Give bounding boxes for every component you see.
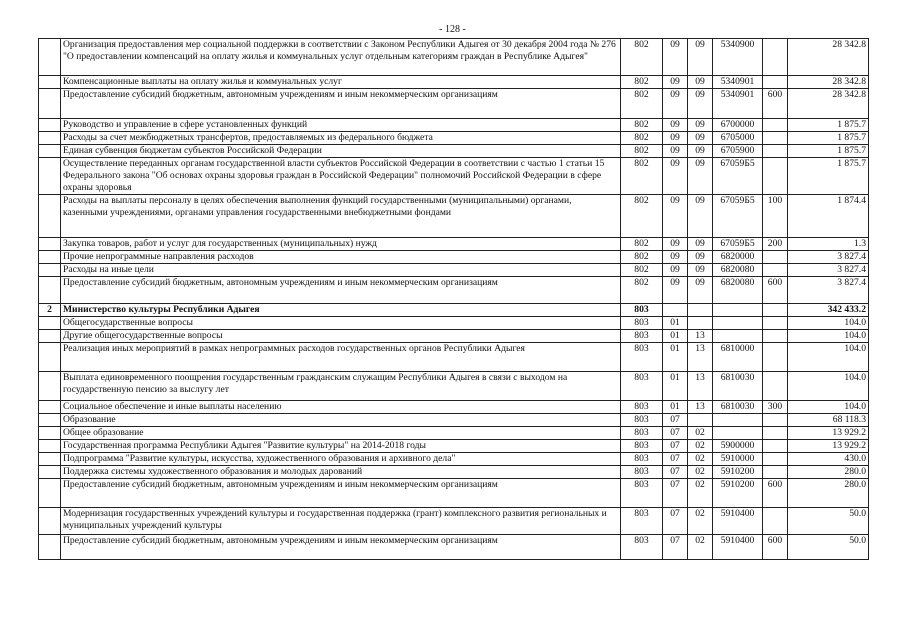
table-row xyxy=(39,414,869,427)
amount-cell: 1 875.7 xyxy=(788,158,869,195)
amount-cell: 280.0 xyxy=(788,479,869,508)
expense-name-cell: Выплата единовременного поощрения государственным гражданским служащим Республики Адыгея в связи с выходом на государственную пенсию за выслугу лет xyxy=(61,372,621,401)
amount-cell: 13 929.2 xyxy=(788,427,869,440)
amount-cell: 3 827.4 xyxy=(788,251,869,264)
department-code-cell: 802 xyxy=(621,39,663,76)
amount-cell: 28 342.8 xyxy=(788,39,869,76)
expense-type-code-cell xyxy=(763,317,788,330)
amount-cell: 3 827.4 xyxy=(788,264,869,277)
subsection-code-cell: 09 xyxy=(688,158,713,195)
subsection-code-cell: 09 xyxy=(688,145,713,158)
section-code-cell: 01 xyxy=(663,372,688,401)
row-number-cell xyxy=(39,119,61,132)
expense-type-code-cell xyxy=(763,251,788,264)
target-article-code-cell: 6705000 xyxy=(713,132,763,145)
expense-type-code-cell: 600 xyxy=(763,89,788,119)
section-code-cell: 09 xyxy=(663,132,688,145)
section-code-cell: 09 xyxy=(663,277,688,304)
row-number-cell xyxy=(39,401,61,414)
department-code-cell: 802 xyxy=(621,119,663,132)
expense-type-code-cell xyxy=(763,145,788,158)
target-article-code-cell: 5910400 xyxy=(713,535,763,560)
department-code-cell: 802 xyxy=(621,277,663,304)
table-row xyxy=(39,372,869,401)
subsection-code-cell: 02 xyxy=(688,535,713,560)
expense-name-cell: Осуществление переданных органам государственной власти субъектов Российской Федерации в соответствии с частью 1 статьи 15 Федерального закона "Об основах охраны здоровья граждан в Российской Федерации" полномочий Российской Федерации в сфере охраны здоровья xyxy=(61,158,621,195)
expense-type-code-cell xyxy=(763,508,788,535)
department-code-cell: 803 xyxy=(621,453,663,466)
amount-cell: 1 875.7 xyxy=(788,145,869,158)
table-row xyxy=(39,39,869,76)
department-code-cell: 803 xyxy=(621,401,663,414)
amount-cell: 50.0 xyxy=(788,508,869,535)
budget-table-body xyxy=(39,39,869,560)
budget-table xyxy=(38,38,869,560)
subsection-code-cell: 02 xyxy=(688,427,713,440)
row-number-cell: 2 xyxy=(39,304,61,317)
expense-type-code-cell xyxy=(763,119,788,132)
expense-type-code-cell xyxy=(763,132,788,145)
row-number-cell xyxy=(39,39,61,76)
table-row xyxy=(39,343,869,372)
amount-cell: 1 875.7 xyxy=(788,132,869,145)
table-row xyxy=(39,145,869,158)
target-article-code-cell: 5910200 xyxy=(713,479,763,508)
subsection-code-cell: 09 xyxy=(688,238,713,251)
amount-cell: 104.0 xyxy=(788,317,869,330)
table-row xyxy=(39,89,869,119)
expense-name-cell: Подпрограмма "Развитие культуры, искусства, художественного образования и архивного дела" xyxy=(61,453,621,466)
department-code-cell: 802 xyxy=(621,89,663,119)
subsection-code-cell: 09 xyxy=(688,195,713,238)
section-code-cell: 09 xyxy=(663,195,688,238)
row-number-cell xyxy=(39,145,61,158)
expense-name-cell: Другие общегосударственные вопросы xyxy=(61,330,621,343)
expense-type-code-cell: 200 xyxy=(763,238,788,251)
table-row xyxy=(39,195,869,238)
section-code-cell: 09 xyxy=(663,264,688,277)
section-code-cell: 07 xyxy=(663,414,688,427)
amount-cell: 28 342.8 xyxy=(788,89,869,119)
subsection-code-cell: 09 xyxy=(688,39,713,76)
expense-name-cell: Единая субвенция бюджетам субъектов Российской Федерации xyxy=(61,145,621,158)
target-article-code-cell xyxy=(713,330,763,343)
table-row xyxy=(39,508,869,535)
expense-name-cell: Расходы за счет межбюджетных трансфертов, предоставляемых из федерального бюджета xyxy=(61,132,621,145)
target-article-code-cell: 6810000 xyxy=(713,343,763,372)
table-row xyxy=(39,330,869,343)
amount-cell: 13 929.2 xyxy=(788,440,869,453)
expense-type-code-cell xyxy=(763,39,788,76)
amount-cell: 104.0 xyxy=(788,330,869,343)
target-article-code-cell: 5340901 xyxy=(713,76,763,89)
subsection-code-cell: 13 xyxy=(688,401,713,414)
expense-type-code-cell xyxy=(763,158,788,195)
department-code-cell: 803 xyxy=(621,317,663,330)
expense-name-cell: Министерство культуры Республики Адыгея xyxy=(61,304,621,317)
section-code-cell: 09 xyxy=(663,119,688,132)
expense-name-cell: Социальное обеспечение и иные выплаты населению xyxy=(61,401,621,414)
target-article-code-cell: 5910400 xyxy=(713,508,763,535)
row-number-cell xyxy=(39,251,61,264)
target-article-code-cell: 5340901 xyxy=(713,89,763,119)
expense-type-code-cell xyxy=(763,466,788,479)
expense-type-code-cell: 300 xyxy=(763,401,788,414)
expense-type-code-cell xyxy=(763,414,788,427)
row-number-cell xyxy=(39,238,61,251)
page-number: - 128 - xyxy=(439,24,466,35)
row-number-cell xyxy=(39,132,61,145)
section-code-cell: 01 xyxy=(663,330,688,343)
subsection-code-cell xyxy=(688,317,713,330)
expense-name-cell: Общегосударственные вопросы xyxy=(61,317,621,330)
row-number-cell xyxy=(39,277,61,304)
row-number-cell xyxy=(39,535,61,560)
expense-type-code-cell xyxy=(763,304,788,317)
target-article-code-cell xyxy=(713,304,763,317)
section-code-cell: 07 xyxy=(663,508,688,535)
table-row xyxy=(39,158,869,195)
row-number-cell xyxy=(39,440,61,453)
table-row xyxy=(39,479,869,508)
section-code-cell: 09 xyxy=(663,145,688,158)
expense-name-cell: Руководство и управление в сфере установленных функций xyxy=(61,119,621,132)
subsection-code-cell: 02 xyxy=(688,466,713,479)
expense-type-code-cell xyxy=(763,440,788,453)
subsection-code-cell xyxy=(688,414,713,427)
amount-cell: 280.0 xyxy=(788,466,869,479)
amount-cell: 3 827.4 xyxy=(788,277,869,304)
table-row xyxy=(39,440,869,453)
row-number-cell xyxy=(39,195,61,238)
row-number-cell xyxy=(39,372,61,401)
expense-name-cell: Расходы на иные цели xyxy=(61,264,621,277)
target-article-code-cell xyxy=(713,317,763,330)
department-code-cell: 803 xyxy=(621,372,663,401)
target-article-code-cell: 5910000 xyxy=(713,453,763,466)
expense-name-cell: Предоставление субсидий бюджетным, автономным учреждениям и иным некоммерческим организациям xyxy=(61,479,621,508)
expense-type-code-cell: 100 xyxy=(763,195,788,238)
expense-type-code-cell xyxy=(763,427,788,440)
expense-type-code-cell: 600 xyxy=(763,535,788,560)
department-code-cell: 803 xyxy=(621,343,663,372)
table-row xyxy=(39,466,869,479)
expense-type-code-cell: 600 xyxy=(763,277,788,304)
department-code-cell: 803 xyxy=(621,440,663,453)
section-code-cell: 09 xyxy=(663,89,688,119)
expense-type-code-cell xyxy=(763,76,788,89)
section-code-cell xyxy=(663,304,688,317)
expense-type-code-cell xyxy=(763,264,788,277)
table-row xyxy=(39,251,869,264)
target-article-code-cell: 67059Б5 xyxy=(713,195,763,238)
row-number-cell xyxy=(39,453,61,466)
subsection-code-cell: 09 xyxy=(688,132,713,145)
row-number-cell xyxy=(39,508,61,535)
subsection-code-cell: 09 xyxy=(688,89,713,119)
expense-name-cell: Закупка товаров, работ и услуг для государственных (муниципальных) нужд xyxy=(61,238,621,251)
table-row xyxy=(39,535,869,560)
subsection-code-cell: 09 xyxy=(688,251,713,264)
section-code-cell: 07 xyxy=(663,479,688,508)
expense-name-cell: Предоставление субсидий бюджетным, автономным учреждениям и иным некоммерческим организациям xyxy=(61,535,621,560)
department-code-cell: 803 xyxy=(621,427,663,440)
row-number-cell xyxy=(39,427,61,440)
department-code-cell: 802 xyxy=(621,132,663,145)
amount-cell: 104.0 xyxy=(788,343,869,372)
subsection-code-cell: 02 xyxy=(688,508,713,535)
row-number-cell xyxy=(39,466,61,479)
expense-type-code-cell xyxy=(763,343,788,372)
amount-cell: 1 874.4 xyxy=(788,195,869,238)
subsection-code-cell: 09 xyxy=(688,277,713,304)
subsection-code-cell: 02 xyxy=(688,440,713,453)
expense-type-code-cell xyxy=(763,372,788,401)
department-code-cell: 803 xyxy=(621,535,663,560)
target-article-code-cell: 6810030 xyxy=(713,401,763,414)
section-code-cell: 07 xyxy=(663,427,688,440)
subsection-code-cell: 02 xyxy=(688,453,713,466)
department-code-cell: 803 xyxy=(621,304,663,317)
target-article-code-cell: 67059Б5 xyxy=(713,158,763,195)
expense-name-cell: Прочие непрограммные направления расходов xyxy=(61,251,621,264)
table-row xyxy=(39,264,869,277)
row-number-cell xyxy=(39,479,61,508)
expense-name-cell: Реализация иных мероприятий в рамках непрограммных расходов государственных органов Республики Адыгея xyxy=(61,343,621,372)
department-code-cell: 803 xyxy=(621,479,663,508)
department-code-cell: 802 xyxy=(621,264,663,277)
row-number-cell xyxy=(39,317,61,330)
target-article-code-cell: 5910200 xyxy=(713,466,763,479)
section-code-cell: 07 xyxy=(663,535,688,560)
amount-cell: 430.0 xyxy=(788,453,869,466)
expense-name-cell: Расходы на выплаты персоналу в целях обеспечения выполнения функций государственными (муниципальными) органами, казенными учреждениями, органами управления государственными внебюджетными фондами xyxy=(61,195,621,238)
section-code-cell: 01 xyxy=(663,317,688,330)
section-code-cell: 01 xyxy=(663,343,688,372)
expense-name-cell: Поддержка системы художественного образования и молодых дарований xyxy=(61,466,621,479)
expense-type-code-cell: 600 xyxy=(763,479,788,508)
subsection-code-cell: 13 xyxy=(688,330,713,343)
row-number-cell xyxy=(39,264,61,277)
subsection-code-cell: 13 xyxy=(688,343,713,372)
target-article-code-cell: 6810030 xyxy=(713,372,763,401)
section-code-cell: 07 xyxy=(663,440,688,453)
expense-name-cell: Образование xyxy=(61,414,621,427)
target-article-code-cell: 6820080 xyxy=(713,277,763,304)
table-row xyxy=(39,304,869,317)
amount-cell: 104.0 xyxy=(788,401,869,414)
department-code-cell: 803 xyxy=(621,508,663,535)
amount-cell: 28 342.8 xyxy=(788,76,869,89)
section-code-cell: 01 xyxy=(663,401,688,414)
department-code-cell: 803 xyxy=(621,414,663,427)
target-article-code-cell: 6705900 xyxy=(713,145,763,158)
target-article-code-cell: 5900000 xyxy=(713,440,763,453)
section-code-cell: 07 xyxy=(663,453,688,466)
target-article-code-cell: 6700000 xyxy=(713,119,763,132)
expense-name-cell: Предоставление субсидий бюджетным, автономным учреждениям и иным некоммерческим организациям xyxy=(61,277,621,304)
target-article-code-cell: 5340900 xyxy=(713,39,763,76)
department-code-cell: 802 xyxy=(621,158,663,195)
expense-name-cell: Компенсационные выплаты на оплату жилья и коммунальных услуг xyxy=(61,76,621,89)
section-code-cell: 09 xyxy=(663,76,688,89)
section-code-cell: 09 xyxy=(663,158,688,195)
section-code-cell: 09 xyxy=(663,251,688,264)
row-number-cell xyxy=(39,414,61,427)
subsection-code-cell: 09 xyxy=(688,119,713,132)
table-row xyxy=(39,317,869,330)
row-number-cell xyxy=(39,330,61,343)
target-article-code-cell: 6820080 xyxy=(713,264,763,277)
table-row xyxy=(39,238,869,251)
amount-cell: 104.0 xyxy=(788,372,869,401)
table-row xyxy=(39,132,869,145)
table-row xyxy=(39,427,869,440)
subsection-code-cell xyxy=(688,304,713,317)
amount-cell: 342 433.2 xyxy=(788,304,869,317)
row-number-cell xyxy=(39,89,61,119)
subsection-code-cell: 09 xyxy=(688,264,713,277)
section-code-cell: 07 xyxy=(663,466,688,479)
department-code-cell: 803 xyxy=(621,466,663,479)
expense-name-cell: Общее образование xyxy=(61,427,621,440)
amount-cell: 1.3 xyxy=(788,238,869,251)
expense-name-cell: Государственная программа Республики Адыгея "Развитие культуры" на 2014-2018 годы xyxy=(61,440,621,453)
row-number-cell xyxy=(39,158,61,195)
expense-type-code-cell xyxy=(763,330,788,343)
department-code-cell: 802 xyxy=(621,251,663,264)
department-code-cell: 802 xyxy=(621,145,663,158)
section-code-cell: 09 xyxy=(663,39,688,76)
table-row xyxy=(39,401,869,414)
expense-name-cell: Модернизация государственных учреждений культуры и государственная поддержка (грант) комплексного развития региональных и муниципальных учреждений культуры xyxy=(61,508,621,535)
target-article-code-cell: 6820000 xyxy=(713,251,763,264)
target-article-code-cell xyxy=(713,427,763,440)
amount-cell: 68 118.3 xyxy=(788,414,869,427)
table-row xyxy=(39,76,869,89)
table-row xyxy=(39,119,869,132)
department-code-cell: 802 xyxy=(621,195,663,238)
target-article-code-cell xyxy=(713,414,763,427)
expense-type-code-cell xyxy=(763,453,788,466)
subsection-code-cell: 13 xyxy=(688,372,713,401)
target-article-code-cell: 67059Б5 xyxy=(713,238,763,251)
department-code-cell: 803 xyxy=(621,330,663,343)
amount-cell: 1 875.7 xyxy=(788,119,869,132)
department-code-cell: 802 xyxy=(621,76,663,89)
row-number-cell xyxy=(39,76,61,89)
table-row xyxy=(39,277,869,304)
subsection-code-cell: 02 xyxy=(688,479,713,508)
expense-name-cell: Предоставление субсидий бюджетным, автономным учреждениям и иным некоммерческим организациям xyxy=(61,89,621,119)
subsection-code-cell: 09 xyxy=(688,76,713,89)
table-row xyxy=(39,453,869,466)
amount-cell: 50.0 xyxy=(788,535,869,560)
department-code-cell: 802 xyxy=(621,238,663,251)
section-code-cell: 09 xyxy=(663,238,688,251)
expense-name-cell: Организация предоставления мер социальной поддержки в соответствии с Законом Республики Адыгея от 30 декабря 2004 года № 276 "О предоставлении компенсаций на оплату жилья и коммунальных услуг отдельным категориям граждан в Республике Адыгея" xyxy=(61,39,621,76)
row-number-cell xyxy=(39,343,61,372)
